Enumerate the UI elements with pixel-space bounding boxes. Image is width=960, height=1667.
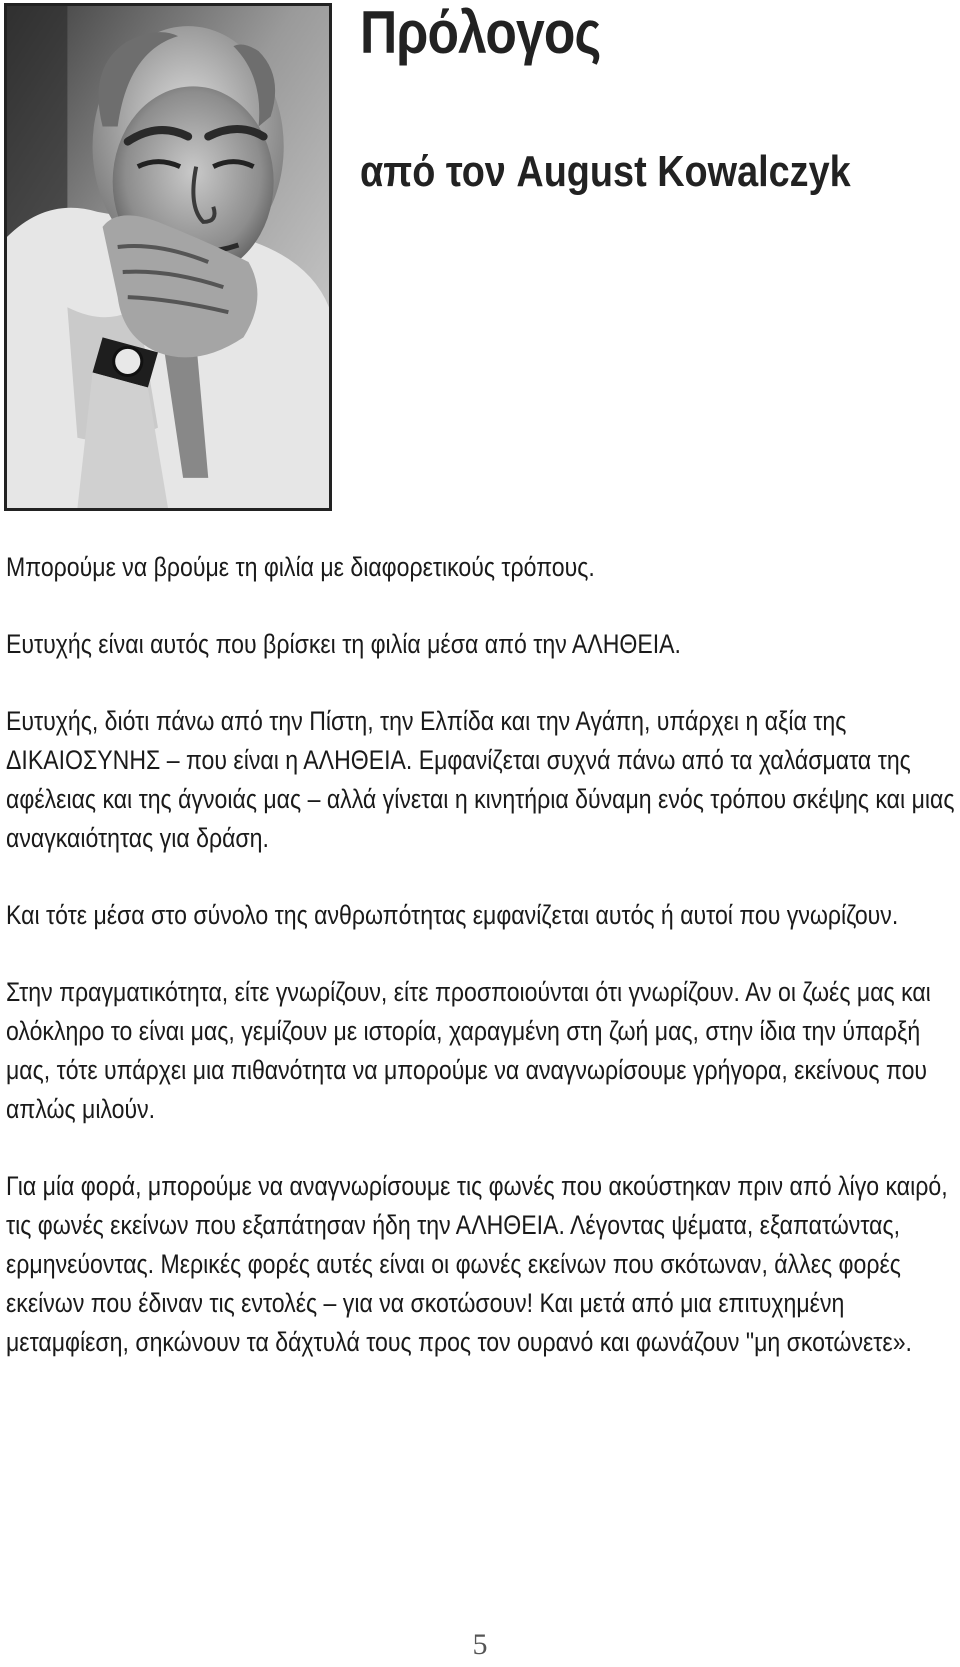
- page-number: 5: [472, 1628, 488, 1661]
- body-text: [6, 548, 955, 1400]
- paragraph-2: Ευτυχής είναι αυτός που βρίσκει τη φιλία μέσα από την ΑΛΗΘΕΙΑ.: [6, 629, 681, 659]
- page-title: Πρόλογος: [360, 0, 601, 66]
- paragraph-1: Μπορούμε να βρούμε τη φιλία με διαφορετικούς τρόπους.: [6, 552, 595, 582]
- portrait-photo-icon: [7, 6, 329, 508]
- author-subtitle: από τον August Kowalczyk: [360, 147, 851, 196]
- paragraph-6: Για μία φορά, μπορούμε να αναγνωρίσουμε τις φωνές που ακούστηκαν πριν από λίγο καιρό, τις φωνές εκείνων που εξαπάτησαν ήδη την ΑΛΗΘΕΙΑ. Λέγοντας ψέματα, εξαπατώντας, ερμηνεύοντας. Μερικές φορές αυτές είναι οι φωνές εκείνων που σκότωναν, άλλες φορές εκείνων που έδιναν τις εντολές – για να σκοτώσουν! Και μετά από μια επιτυχημένη μεταμφίεση, σηκώνουν τα δάχτυλά τους προς τον ουρανό και φωνάζουν "μη σκοτώνετε».: [6, 1171, 948, 1357]
- paragraph-3: Ευτυχής, διότι πάνω από την Πίστη, την Ελπίδα και την Αγάπη, υπάρχει η αξία της ΔΙΚΑΙΟΣΥΝΗΣ – που είναι η ΑΛΗΘΕΙΑ. Εμφανίζεται συχνά πάνω από τα χαλάσματα της αφέλειας και της άγνοιάς μας – αλλά γίνεται η κινητήρια δύναμη ενός τρόπου σκέψης και μιας αναγκαιότητας για δράση.: [6, 706, 955, 853]
- paragraph-4: Και τότε μέσα στο σύνολο της ανθρωπότητας εμφανίζεται αυτός ή αυτοί που γνωρίζουν.: [6, 900, 899, 930]
- paragraph-5: Στην πραγματικότητα, είτε γνωρίζουν, είτε προσποιούνται ότι γνωρίζουν. Αν οι ζωές μας και ολόκληρο το είναι μας, γεμίζουν με ιστορία, χαραγμένη στη ζωή μας, στην ίδια την ύπαρξή μας, τότε υπάρχει μια πιθανότητα να μπορούμε να αναγνωρίσουμε γρήγορα, εκείνους που απλώς μιλούν.: [6, 977, 931, 1124]
- portrait-photo: [4, 3, 332, 511]
